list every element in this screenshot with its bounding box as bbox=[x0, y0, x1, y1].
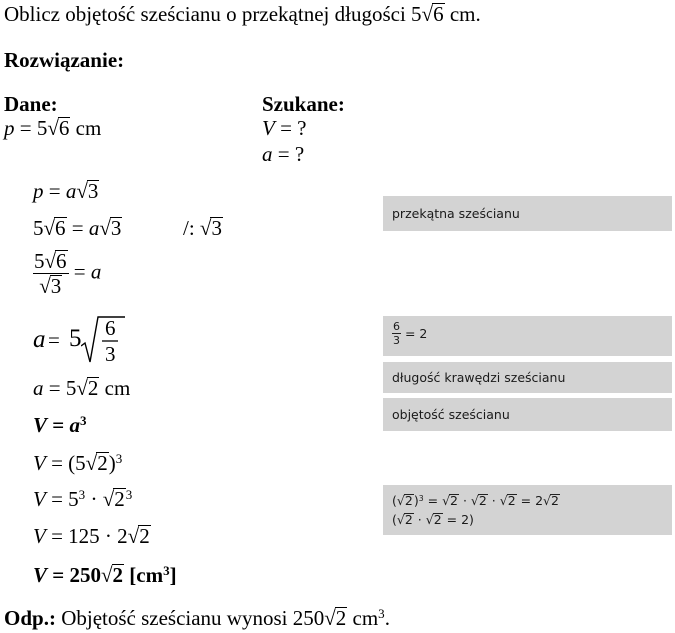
radicand: 6 bbox=[56, 249, 67, 273]
var-a: a bbox=[65, 179, 77, 203]
radicand: 2 bbox=[114, 487, 125, 511]
eq-text: = bbox=[47, 413, 70, 437]
radicand: 2 bbox=[97, 451, 108, 475]
problem-text-end: cm. bbox=[444, 2, 481, 26]
paren: ( bbox=[392, 512, 397, 527]
given-heading: Dane: bbox=[4, 92, 58, 116]
sqrt-symbol: √ bbox=[76, 376, 88, 400]
sqrt-symbol: √ bbox=[76, 179, 88, 203]
sqrt-symbol: √ bbox=[499, 493, 508, 508]
sqrt-symbol: √ bbox=[425, 512, 434, 527]
var-a: a bbox=[33, 376, 44, 400]
step-1 bbox=[33, 179, 99, 203]
dot-op: · bbox=[85, 487, 103, 511]
fraction bbox=[33, 250, 69, 297]
dot-op: · bbox=[458, 493, 471, 508]
sqrt-symbol: √ bbox=[127, 524, 140, 548]
var-v: V bbox=[33, 487, 46, 511]
eq-text: = ? bbox=[274, 116, 307, 140]
note-line-1 bbox=[392, 491, 672, 510]
radicand: 2 bbox=[450, 493, 458, 508]
problem-text: Oblicz objętość sześcianu o przekątnej długości 5 bbox=[4, 2, 422, 26]
unit: cm bbox=[347, 606, 379, 630]
sqrt-symbol: √ bbox=[39, 274, 51, 298]
answer bbox=[4, 606, 390, 630]
eq-text: = bbox=[43, 179, 66, 203]
note-volume: objętość sześcianu bbox=[383, 398, 672, 431]
sqrt-symbol: √ bbox=[99, 216, 111, 240]
eq-text: = 5 bbox=[43, 376, 77, 400]
sqrt-symbol: √ bbox=[442, 493, 451, 508]
radicand: 6 bbox=[433, 2, 444, 26]
exponent: 3 bbox=[378, 605, 385, 621]
exponent: 3 bbox=[163, 562, 170, 578]
var-p: p bbox=[33, 179, 44, 203]
paren: ( bbox=[392, 493, 397, 508]
given-p bbox=[4, 116, 101, 140]
radicand: 2 bbox=[551, 493, 559, 508]
sqrt-symbol: √ bbox=[396, 512, 405, 527]
dot-op: · bbox=[413, 512, 426, 527]
var-a: a bbox=[88, 216, 100, 240]
var-a: a bbox=[33, 326, 46, 353]
eq-text: = 2 bbox=[516, 493, 544, 508]
unit: cm bbox=[99, 376, 131, 400]
var-v: V bbox=[262, 116, 275, 140]
denominator: 3 bbox=[105, 342, 116, 366]
radicand: 2 bbox=[433, 512, 442, 527]
sqrt-symbol: √ bbox=[100, 563, 113, 587]
denominator: 3 bbox=[393, 334, 400, 347]
eq-text: = 2 bbox=[401, 326, 428, 341]
radicand: 6 bbox=[58, 116, 70, 140]
radicand: 2 bbox=[335, 606, 347, 630]
unit: [cm bbox=[124, 563, 164, 587]
step-7 bbox=[33, 451, 122, 475]
step-5 bbox=[33, 376, 130, 400]
wanted-v bbox=[262, 116, 307, 140]
sqrt-symbol: √ bbox=[543, 493, 552, 508]
step-3 bbox=[33, 250, 101, 297]
var-a: a bbox=[262, 142, 273, 166]
exponent: 3 bbox=[125, 486, 133, 502]
exponent: 3 bbox=[115, 450, 123, 466]
radicand: 2 bbox=[87, 376, 99, 400]
var-a: a bbox=[90, 259, 102, 284]
wanted-a bbox=[262, 142, 304, 166]
var-v: V bbox=[33, 413, 48, 437]
sqrt-symbol: √ bbox=[85, 451, 98, 475]
sqrt-symbol: √ bbox=[470, 493, 479, 508]
radicand: 2 bbox=[507, 493, 516, 508]
radicand: 3 bbox=[211, 216, 222, 240]
var-v: V bbox=[33, 524, 46, 548]
eq-text: = 250 bbox=[47, 563, 101, 587]
sqrt-symbol: √ bbox=[199, 216, 212, 240]
var-p: p bbox=[4, 116, 15, 140]
bracket: ] bbox=[169, 563, 177, 587]
exponent: 3 bbox=[78, 486, 86, 502]
problem-statement bbox=[4, 2, 481, 26]
sqrt-symbol: √ bbox=[396, 493, 405, 508]
exponent: 3 bbox=[418, 493, 424, 503]
sqrt-symbol: √ bbox=[324, 606, 336, 630]
step-8 bbox=[33, 487, 132, 511]
radicand: 2 bbox=[139, 524, 150, 548]
radicand: 6 bbox=[55, 216, 66, 240]
paren: ) bbox=[413, 493, 419, 508]
note-fraction bbox=[383, 316, 672, 356]
var-v: V bbox=[33, 563, 48, 587]
denominator bbox=[33, 274, 69, 297]
sqrt-symbol: √ bbox=[47, 116, 59, 140]
solution-heading: Rozwiązanie: bbox=[4, 48, 125, 72]
radicand: 3 bbox=[110, 216, 122, 240]
radicand: 3 bbox=[50, 274, 62, 298]
eq-text: = 125 · 2 bbox=[45, 524, 128, 548]
answer-label: Odp.: bbox=[4, 606, 56, 630]
eq-text: = 5 bbox=[14, 116, 48, 140]
var-a: a bbox=[69, 413, 80, 437]
radicand: 2 bbox=[404, 493, 413, 508]
period: . bbox=[384, 606, 390, 630]
eq-text: = 5 bbox=[45, 487, 79, 511]
step-10 bbox=[33, 563, 177, 587]
numerator: 6 bbox=[393, 320, 400, 333]
radicand: 3 bbox=[87, 179, 99, 203]
eq-text: = 2) bbox=[442, 512, 474, 527]
sqrt-symbol: √ bbox=[43, 216, 56, 240]
note-line-2 bbox=[392, 510, 672, 529]
radicand: 2 bbox=[112, 563, 124, 587]
unit: cm bbox=[70, 116, 102, 140]
coefficient: 5 bbox=[69, 325, 82, 352]
note-root-cube bbox=[383, 485, 672, 535]
eq-text: = bbox=[68, 259, 91, 284]
note-edge-length: długość krawędzi sześcianu bbox=[383, 362, 672, 393]
step-2 bbox=[33, 216, 122, 240]
coefficient: 5 bbox=[33, 216, 44, 240]
answer-text: Objętość sześcianu wynosi 250 bbox=[55, 606, 325, 630]
coefficient: 5 bbox=[34, 249, 45, 273]
dot-op: · bbox=[487, 493, 500, 508]
sqrt-symbol: √ bbox=[421, 2, 434, 26]
sqrt-symbol: √ bbox=[102, 487, 115, 511]
eq-text: = bbox=[66, 216, 89, 240]
numerator: 6 bbox=[105, 316, 116, 340]
eq-text: = bbox=[48, 328, 60, 352]
wanted-heading: Szukane: bbox=[262, 92, 345, 116]
numerator bbox=[33, 250, 69, 274]
eq-text: = (5 bbox=[45, 451, 86, 475]
radicand: 2 bbox=[478, 493, 487, 508]
exponent: 3 bbox=[79, 412, 87, 428]
divide-op: /: bbox=[183, 216, 200, 240]
step-9 bbox=[33, 524, 151, 548]
var-v: V bbox=[33, 451, 46, 475]
paren: ) bbox=[108, 451, 116, 475]
radical-sign bbox=[81, 315, 127, 367]
eq-text: = ? bbox=[272, 142, 305, 166]
step-6 bbox=[33, 413, 87, 437]
step-2-divide bbox=[183, 216, 223, 240]
eq-text: = bbox=[423, 493, 443, 508]
sqrt-symbol: √ bbox=[44, 249, 57, 273]
note-fraction-value bbox=[392, 320, 401, 347]
radicand: 2 bbox=[404, 512, 413, 527]
step-4 bbox=[33, 315, 123, 367]
note-diagonal: przekątna sześcianu bbox=[383, 196, 672, 231]
